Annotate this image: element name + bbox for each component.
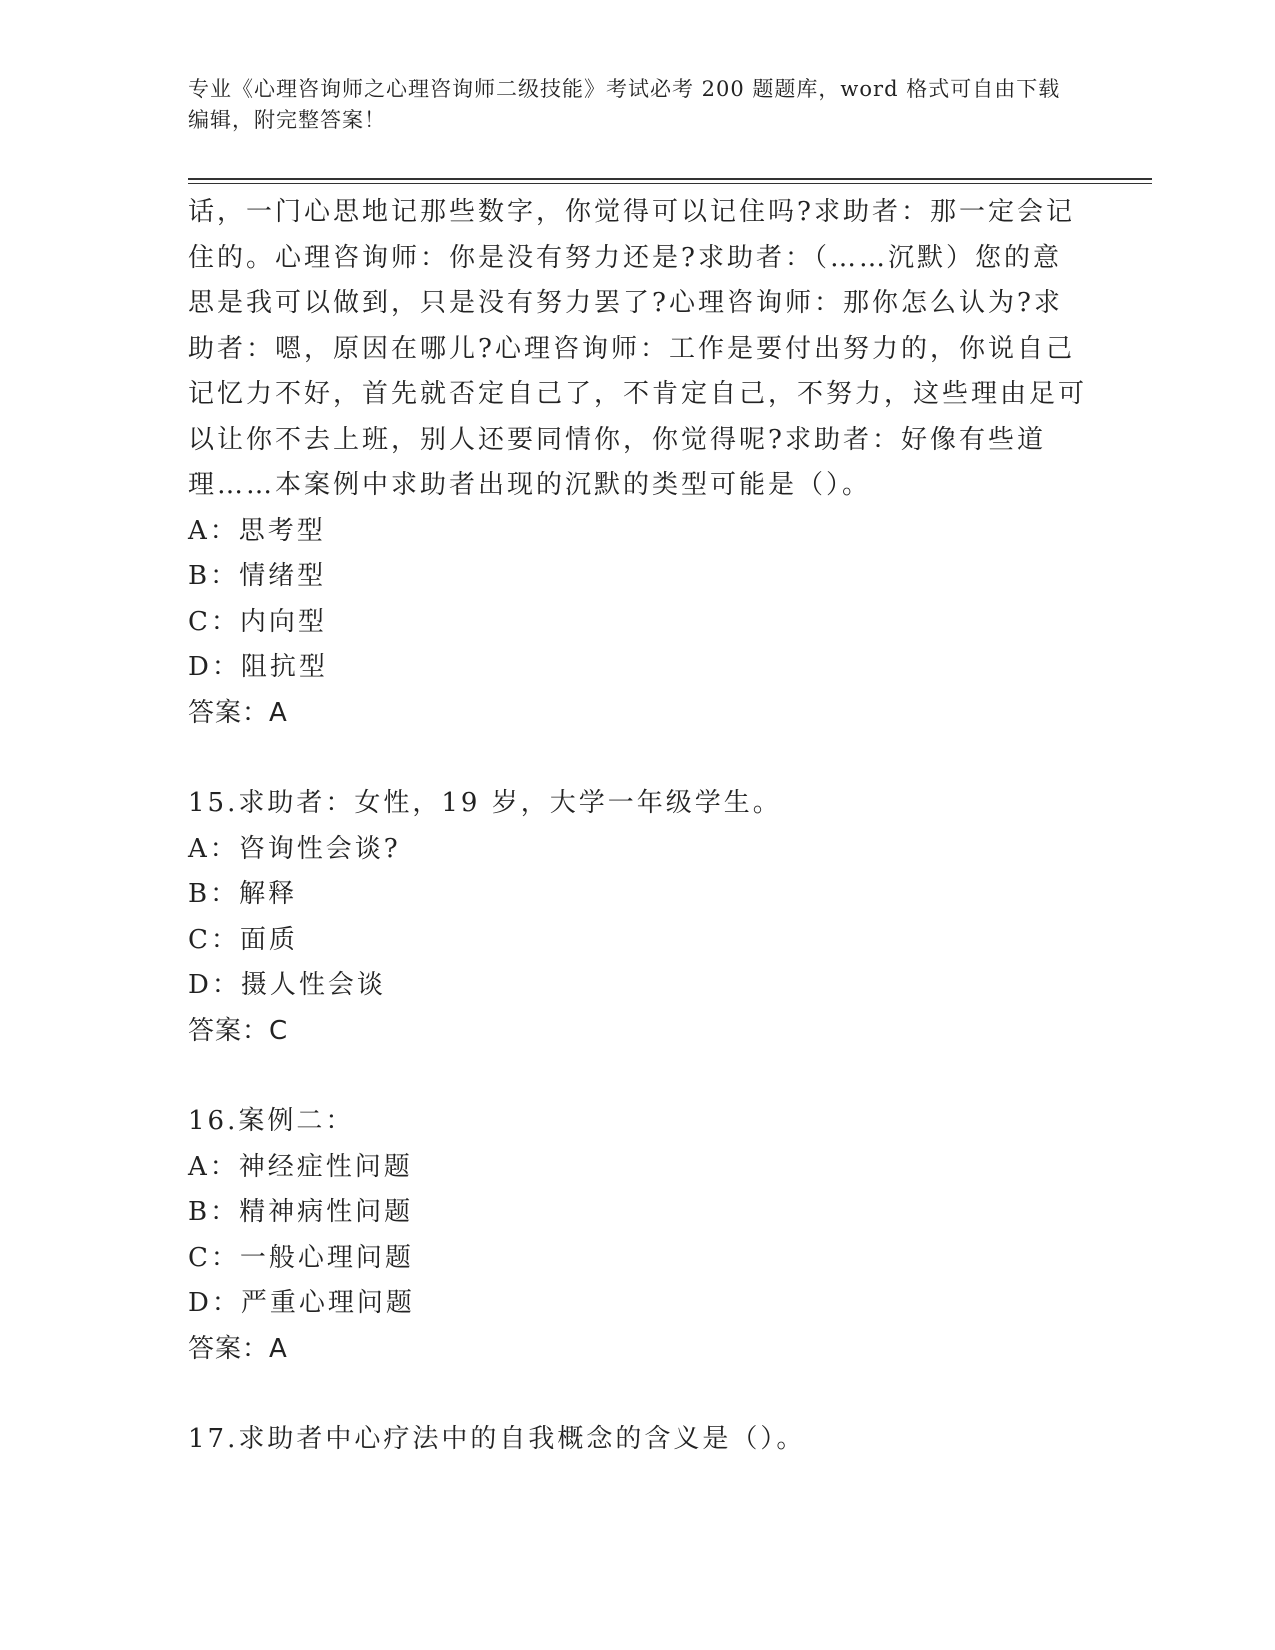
option-b: B：精神病性问题	[188, 1197, 414, 1227]
question-16-stem: 16.案例二：	[188, 1106, 355, 1136]
option-d: D：阻抗型	[188, 652, 328, 682]
question-14-text: 话，一门心思地记那些数字，你觉得可以记住吗?求助者：那一定会记住的。心理咨询师：你是没有努力还是?求助者：（……沉默）您的意思是我可以做到，只是没有努力罢了?心理咨询师：那你怎么认为?求助者：嗯，原因在哪儿?心理咨询师：工作是要付出努力的，你说自己记忆力不好，首先就否定自己了，不肯定自己，不努力，这些理由足可以让你不去上班，别人还要同情你，你觉得呢?求助者：好像有些道理……本案例中求助者出现的沉默的类型可能是（）。	[188, 197, 1088, 500]
answer-line: 答案：A	[188, 1333, 288, 1364]
header-rule-thin	[188, 183, 1152, 184]
option-d: D：摄人性会谈	[188, 970, 386, 1000]
spacer	[188, 736, 1088, 781]
option-c: C：一般心理问题	[188, 1242, 414, 1273]
question-17	[188, 1417, 1088, 1463]
question-15-stem: 15.求助者：女性，19 岁，大学一年级学生。	[188, 788, 782, 818]
option-b: B：情绪型	[188, 561, 327, 591]
option-d: D：严重心理问题	[188, 1288, 415, 1318]
document-header: 专业《心理咨询师之心理咨询师二级技能》考试必考 200 题题库，word 格式可自由下载编辑，附完整答案！	[188, 77, 1061, 132]
option-a: A：神经症性问题	[188, 1151, 413, 1182]
question-17-stem: 17.求助者中心疗法中的自我概念的含义是（）。	[188, 1424, 806, 1454]
option-a: A：咨询性会谈?	[188, 833, 401, 864]
document-body	[188, 190, 1088, 1463]
header-rule-thick	[188, 178, 1152, 180]
option-b: B：解释	[188, 879, 298, 909]
question-15	[188, 781, 1088, 1054]
option-c: C：内向型	[188, 606, 327, 637]
answer-line: 答案：C	[188, 1015, 289, 1046]
spacer	[188, 1372, 1088, 1417]
option-c: C：面质	[188, 924, 298, 955]
question-14	[188, 190, 1088, 736]
answer-line: 答案：A	[188, 697, 288, 728]
question-16	[188, 1099, 1088, 1372]
option-a: A：思考型	[188, 515, 326, 546]
spacer	[188, 1054, 1088, 1099]
